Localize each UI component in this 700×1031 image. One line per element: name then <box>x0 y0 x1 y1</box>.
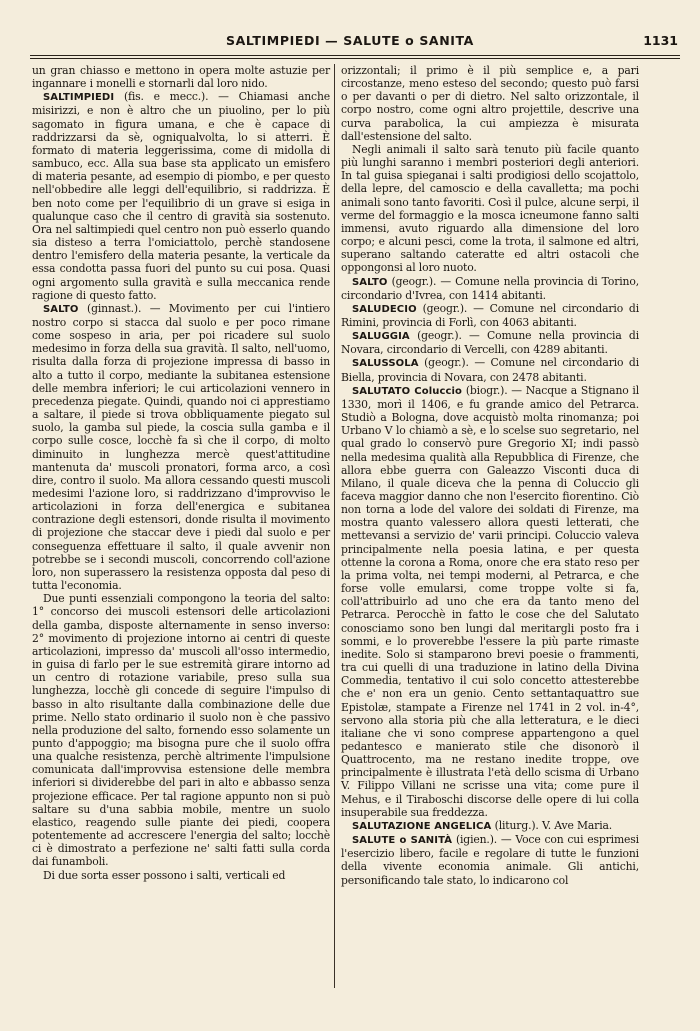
paragraph <box>341 329 639 356</box>
paragraph <box>32 302 330 592</box>
entry-headword: SALUTE o SANITÀ <box>352 835 453 847</box>
paragraph <box>341 64 639 143</box>
right-column <box>341 64 639 887</box>
entry-text: (ginnast.). — Movimento per cui l'intiero nostro corpo si stacca dal suolo e per poco rimane come sospeso in aria, per poi ricadere sul suolo medesimo in forza della sua gravità. Il salto, nell'uomo, risulta dalla forza di projezione impressa di basso in alto a tutto il corpo, mediante la subitanea estensione delle membra inferiori; le cui articolazioni vennero in precedenza piegate. Quindi, quando noi ci apprestiamo a saltare, il piede si trova obbliquamente piegato sul suolo, la gamba sul piede, la coscia sulla gamba e il corpo sulle cosce, locchè fa sì che il corpo, di molto diminuito in lunghezza mercè quest'attitudine mantenuta da' muscoli pronatori, forma arco, a così dire, contro il suolo. Ma allora cessando questi muscoli medesimi l'azione loro, si raddrizzano d'improvviso le articolazioni in forza dell'energica e subitanea contrazione degli estensori, donde risulta il movimento di projezione che staccar deve i piedi dal suolo e per conseguenza effettuare il salto, il quale avvenir non potrebbe se i secondi muscoli, concorrendo coll'azione loro, non superassero la resistenza opposta dal peso di tutta l'economia. <box>32 301 330 593</box>
running-header <box>22 33 678 53</box>
header-title: SALTIMPIEDI — SALUTE o SANITA <box>226 33 474 48</box>
column-divider <box>334 64 335 988</box>
paragraph <box>341 833 639 887</box>
left-column <box>32 64 330 882</box>
entry-text: (liturg.). V. Ave Maria. <box>494 818 613 832</box>
paragraph <box>32 90 330 302</box>
page-number: 1131 <box>643 33 678 48</box>
entry-headword: SALTO <box>43 303 79 315</box>
entry-text: (igien.). — Voce con cui esprimesi l'esercizio libero, facile e regolare di tutte le funzioni della vivente economia animale. Gli antichi, personificando tale stato, lo indicarono col <box>341 833 639 887</box>
entry-headword: SALUSSOLA <box>352 358 419 370</box>
entry-text: (geogr.). — Comune nella provincia di Torino, circondario d'Ivrea, con 1414 abitanti. <box>341 274 639 302</box>
paragraph <box>341 302 639 329</box>
paragraph <box>341 356 639 383</box>
paragraph <box>32 592 330 868</box>
header-rule <box>30 55 680 56</box>
entry-headword: SALUTATO Coluccio <box>352 385 463 397</box>
paragraph <box>32 64 330 90</box>
entry-text: (geogr.). — Comune nella provincia di Novara, circondario di Vercelli, con 4289 abitanti. <box>341 329 639 357</box>
paragraph <box>341 384 639 819</box>
entry-headword: SALTO <box>352 276 388 288</box>
entry-headword: SALUGGIA <box>352 331 410 343</box>
header-rule-thin <box>30 58 680 59</box>
entry-text: orizzontali; il primo è il più semplice e, a pari circostanze, meno esteso del secondo; questo può farsi o per davanti o per di dietro. Nel salto orizzontale, il corpo nostro, come ogni altro projettile, descrive una curva parabolica, la cui ampiezza è misurata dall'estensione del salto. <box>341 64 639 143</box>
entry-headword: SALUTAZIONE ANGELICA <box>352 820 492 832</box>
entry-text: un gran chiasso e mettono in opera molte astuzie per ingannare i monelli e stornarli dal loro nido. <box>32 64 330 91</box>
paragraph <box>341 819 639 833</box>
paragraph <box>341 275 639 302</box>
entry-headword: SALUDECIO <box>352 303 417 315</box>
entry-text: Negli animali il salto sarà tenuto più facile quanto più lunghi saranno i membri posteriori degli anteriori. In tal guisa spieganai i salti prodigiosi dello scojattolo, della lepre, del camoscio e della cavalletta; ma pochi animali sono tanto favoriti. Così il pulce, alcune serpi, il verme del formaggio e la mosca icneumone fanno salti immensi, avuto riguardo alla dimensione del loro corpo; e alcuni pesci, come la trota, il salmone ed altri, superano saltando cateratte ed altri ostacoli che oppongonsi al loro nuoto. <box>341 142 639 275</box>
entry-headword: SALTIMPIEDI <box>43 92 115 104</box>
entry-text: (geogr.). — Comune nel circondario di Rimini, provincia di Forlì, con 4063 abitanti. <box>341 301 639 329</box>
entry-text: Due punti essenziali compongono la teoria del salto: 1° concorso dei muscoli estensori delle articolazioni della gamba, disposte alternamente in senso inverso: 2° movimento di projezione intorno ai centri di queste articolazioni, impresso da' muscoli all'osso intermedio, in guisa di farlo per le sue estremità girare intorno ad un centro di rotazione variabile, preso sulla sua lunghezza, locchè gli concede di seguire l'impulso di basso in alto risultante dalla combinazione delle due prime. Nello stato ordinario il suolo non è che passivo nella produzione del salto, fornendo esso solamente un punto d'appoggio; ma bisogna pure che il suolo offra una qualche resistenza, perchè altrimente l'impulsione comunicata dall'improvvisa estensione delle membra inferiori si dividerebbe del pari in alto e abbasso senza projezione efficace. Per tal ragione appunto non si può saltare su d'una sabbia mobile, mentre un suolo elastico, reagendo sulle piante dei piedi, coopera potentemente ad accrescere l'energia del salto; locchè ci è dimostrato a perfezione ne' salti fatti sulla corda dai funamboli. <box>32 592 330 869</box>
paragraph <box>32 869 330 882</box>
paragraph <box>341 143 639 275</box>
entry-text: Di due sorta esser possono i salti, verticali ed <box>43 868 286 882</box>
entry-text: (geogr.). — Comune nel circondario di Biella, provincia di Novara, con 2478 abitanti. <box>341 356 639 384</box>
entry-text: (biogr.). — Nacque a Stignano il 1330, morì il 1406, e fu grande amico del Petrarca. Studiò a Bologna, dove acquistò molta rinomanza; poi Urbano V lo chiamò a sè, e lo scelse suo segretario, nel qual grado lo conservò pure Gregorio XI; indi passò nella medesima qualità alla Repubblica di Firenze, che allora ebbe guerra con Galeazzo Visconti duca di Milano, il quale diceva che la penna di Coluccio gli faceva maggior danno che non l'esercito fiorentino. Ciò non torna a lode del valore dei soldati di Firenze, ma mostra quanto valessero allora questi letterati, che mettevansi a servizio de' varii principi. Coluccio valeva principalmente nella poesia latina, e per questa ottenne la corona a Roma, onore che era stato reso per la prima volta, nei tempi moderni, al Petrarca, e che forse volle emularsi, come troppe volte si fa, coll'attribuirlo ad uno che era da tanto meno del Petrarca. Perocchè in fatto le cose che del Salutato conosciamo sono ben lungi dal meritargli posto fra i sommi, e lo proverebbe l'essere la più parte rimaste inedite. Solo si stamparono brevi poesie o frammenti, tra cui quelli di una traduzione in latino della Divina Commedia, tentativo il cui solo concetto attesterebbe che e' non era un genio. Cento settantaquattro sue Epistolæ, stampate a Firenze nel 1741 in 2 vol. in-4°, servono alla storia più che alla letteratura, e le dieci italiane che vi sono comprese appartengono a quel pedantesco e manierato stile che disonorò il Quattrocento, ma ne restano inedite troppe, ove principalmente è illustrata l'età dello scisma di Urbano V. Filippo Villani ne scrisse una vita; come pure il Mehus, e il Tiraboschi discorse delle opere di lui colla insuperabile sua freddezza. <box>341 383 640 819</box>
entry-text: (fis. e mecc.). — Chiamasi anche misirizzi, e non è altro che un piuolino, per lo più sagomato in figura umana, e che è capace di raddrizzarsi da sè, ogniqualvolta, lo si atterri. È formato di materia leggerissima, come di midolla di sambuco, ecc. Alla sua base sta applicato un emisfero di materia pesante, ad esempio di piombo, e per questo nell'obbedire alle leggi dell'equilibrio, si raddrizza. È ben noto come per l'equilibrio di un grave si esiga in qualunque caso che il centro di gravità sia sostenuto. Ora nel saltimpiedi quel centro non può esserlo quando sia disteso a terra l'omiciattolo, perchè standosene dentro l'emisfero della materia pesante, la verticale da essa condotta passa fuori del punto su cui posa. Quasi ogni argomento sulla gravità e sulla meccanica rende ragione di questo fatto. <box>32 90 330 302</box>
